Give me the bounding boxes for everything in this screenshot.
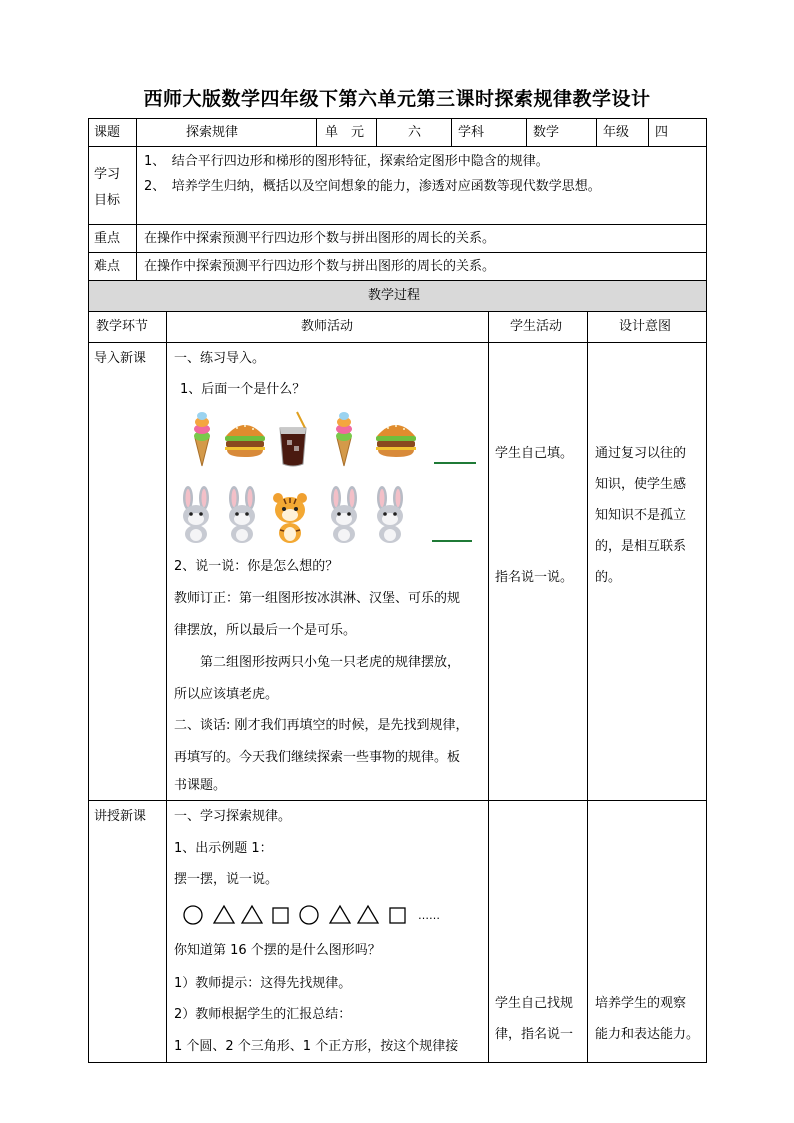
teacher-line: 再填写的。今天我们继续探索一些事物的规律。板 [174,750,461,765]
square-shape [273,908,288,923]
rabbit-icon [176,486,216,544]
student-activity: 学生自己填。 [495,446,574,461]
col-intent: 设计意图 [619,319,672,334]
triangle-shape [358,906,378,923]
grade-value: 四 [655,125,669,140]
hamburger-icon [374,420,418,458]
topic-value: 探索规律 [186,125,239,140]
circle-shape [300,906,318,924]
rabbit-icon [324,486,364,544]
design-intent: 通过复习以往的 [595,446,687,461]
objectives-label-1: 学习 [94,167,121,182]
unit-value: 六 [408,125,422,140]
teacher-line: 律摆放，所以最后一个是可乐。 [174,623,357,638]
key-point-text: 在操作中探索预测平行四边形个数与拼出图形的周长的关系。 [144,231,496,246]
triangle-shape [214,906,234,923]
sequence-ellipsis: …… [418,909,440,922]
design-intent: 知识，使学生感 [595,477,687,492]
design-intent: 知知识不是孤立 [595,508,687,523]
triangle-shape [330,906,350,923]
col-stage: 教学环节 [96,319,149,334]
col-student: 学生活动 [510,319,563,334]
student-activity: 指名说一说。 [495,570,574,585]
design-intent: 的。 [595,570,622,585]
teacher-line: 1 个圆、2 个三角形、1 个正方形，按这个规律接 [174,1039,459,1054]
teacher-line: 书课题。 [174,778,227,793]
square-shape [390,908,405,923]
difficulty-label: 难点 [94,259,121,274]
teacher-line: 1、后面一个是什么？ [180,382,306,397]
cola-icon [275,410,311,468]
hamburger-icon [223,420,267,458]
stage-new-lesson: 讲授新课 [94,809,147,824]
student-activity: 学生自己找规 [495,996,574,1011]
triangle-shape [242,906,262,923]
objective-item-1: 1、 结合平行四边形和梯形的图形特征，探索给定图形中隐含的规律。 [144,154,549,169]
stage-intro: 导入新课 [94,351,147,366]
tiger-icon [270,490,310,544]
difficulty-text: 在操作中探索预测平行四边形个数与拼出图形的周长的关系。 [144,259,496,274]
subject-value: 数学 [533,125,560,140]
shape-sequence [180,904,420,926]
ice-cream-icon [330,412,358,468]
teacher-line: 一、学习探索规律。 [174,809,292,824]
subject-label: 学科 [458,125,485,140]
design-intent: 培养学生的观察 [595,996,687,1011]
answer-blank-1[interactable] [434,462,476,464]
teacher-line: 2）教师根据学生的汇报总结： [174,1007,352,1022]
teacher-line: 二、谈话: 刚才我们再填空的时候，是先找到规律， [174,718,469,733]
grade-label: 年级 [603,125,630,140]
teacher-line: 一、练习导入。 [174,351,266,366]
teacher-line: 1）教师提示：这得先找规律。 [174,976,352,991]
objectives-label-2: 目标 [94,193,121,208]
student-activity: 律，指名说一 [495,1027,574,1042]
teacher-line: 第二组图形按两只小兔一只老虎的规律摆放， [200,655,461,670]
col-teacher: 教师活动 [301,319,354,334]
teacher-line: 2、说一说：你是怎么想的？ [174,559,339,574]
teacher-line: 教师订正：第一组图形按冰淇淋、汉堡、可乐的规 [174,591,461,606]
document-title: 西师大版数学四年级下第六单元第三课时探索规律教学设计 [143,88,651,110]
process-header: 教学过程 [368,288,421,303]
design-intent: 的，是相互联系 [595,539,687,554]
rabbit-icon [222,486,262,544]
teacher-line: 摆一摆，说一说。 [174,872,279,887]
ice-cream-icon [188,412,216,468]
circle-shape [184,906,202,924]
teacher-line: 1、出示例题 1： [174,841,273,856]
rabbit-icon [370,486,410,544]
design-intent: 能力和表达能力。 [595,1027,700,1042]
answer-blank-2[interactable] [432,540,472,542]
teacher-line: 你知道第 16 个摆的是什么图形吗？ [174,943,381,958]
key-point-label: 重点 [94,231,121,246]
teacher-line: 所以应该填老虎。 [174,687,279,702]
unit-label: 单 元 [325,125,365,140]
objective-item-2: 2、 培养学生归纳，概括以及空间想象的能力，渗透对应函数等现代数学思想。 [144,179,601,194]
topic-label: 课题 [94,125,121,140]
